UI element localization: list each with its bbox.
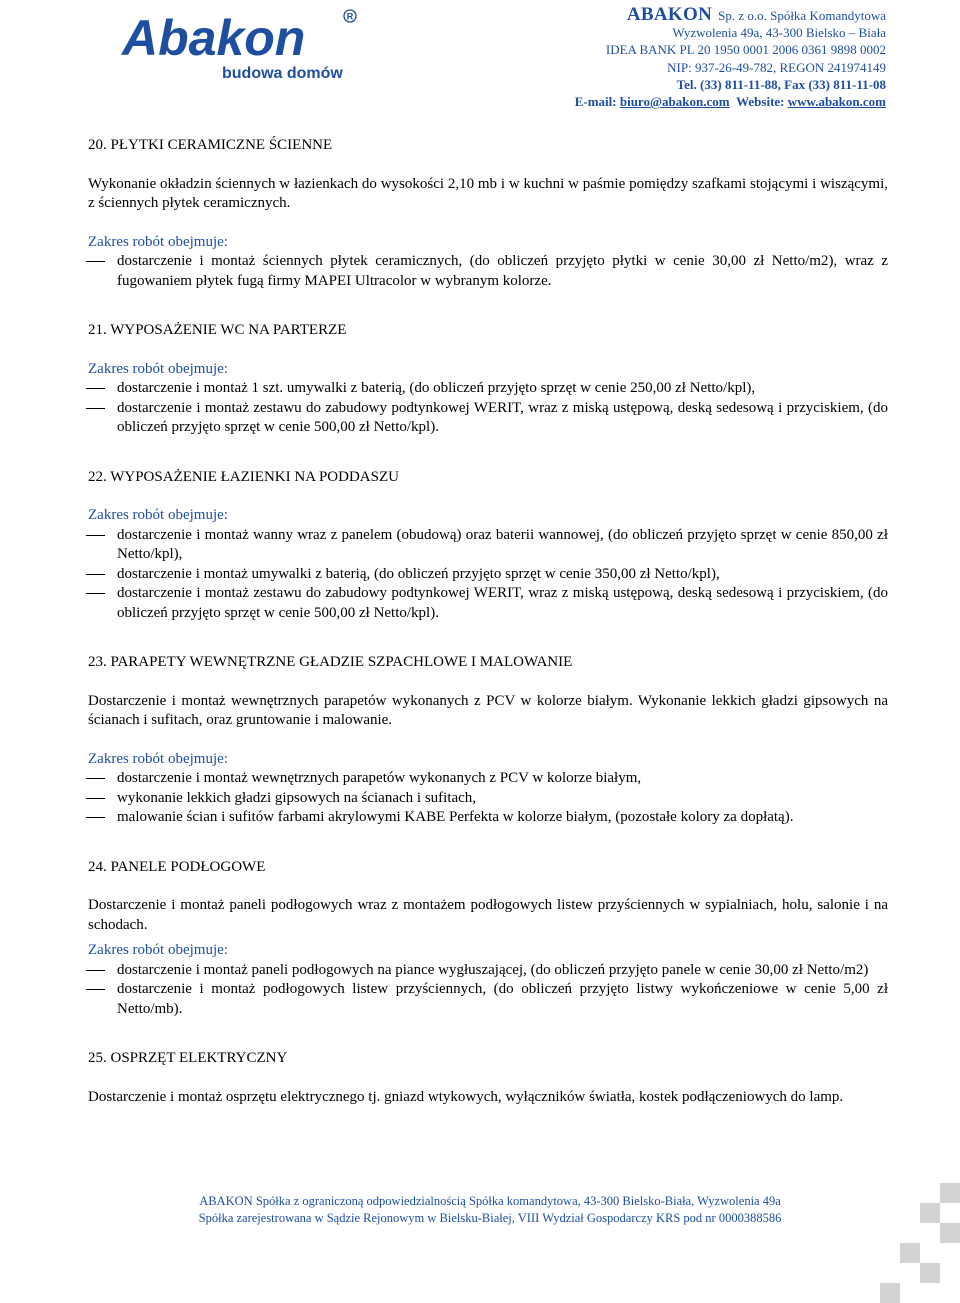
scope-item: dostarczenie i montaż ściennych płytek ceramicznych, (do obliczeń przyjęto płytki w cenie 30,00 zł Netto/m2), wraz z fugowaniem płytek fugą firmy MAPEI Ultracolor w wybranym kolorze. [88, 252, 888, 291]
section-heading: 25. OSPRZĘT ELEKTRYCZNY [88, 1050, 288, 1066]
scope-list [88, 526, 888, 624]
scope-list [88, 769, 888, 828]
email-link[interactable]: biuro@abakon.com [619, 94, 730, 110]
logo-wordmark: Abakon [122, 10, 306, 66]
section-heading: 20. PŁYTKI CERAMICZNE ŚCIENNE [88, 137, 333, 153]
section-intro: Dostarczenie i montaż wewnętrznych parapetów wykonanych z PCV w kolorze białym. Wykonanie lekkich gładzi gipsowych na ścianach i sufitach, oraz gruntowanie i malowanie. [88, 692, 888, 728]
scope-item: dostarczenie i montaż podłogowych listew przyściennych, (do obliczeń przyjęto listwy wykończeniowe w cenie 5,00 zł Netto/mb). [88, 980, 888, 1019]
company-info [456, 6, 886, 110]
svg-text:R: R [346, 11, 354, 22]
company-tax-ids: NIP: 937-26-49-782, REGON 241974149 [667, 59, 886, 75]
company-address: Wyzwolenia 49a, 43-300 Bielsko – Biała [672, 25, 886, 41]
scope-item: dostarczenie i montaż umywalki z baterią, (do obliczeń przyjęto sprzęt w cenie 350,00 zł Netto/kpl), [88, 565, 888, 585]
scope-label: Zakres robót obejmuje: [88, 360, 228, 377]
section-intro: Dostarczenie i montaż osprzętu elektrycznego tj. gniazd wtykowych, wyłączników światła, kostek podłączeniowych do lamp. [88, 1088, 844, 1105]
page-footer [140, 1193, 840, 1226]
scope-label: Zakres robót obejmuje: [88, 507, 228, 523]
footer-line-2: Spółka zarejestrowana w Sądzie Rejonowym w Bielsku-Białej, VIII Wydział Gospodarczy KRS pod nr 0000388586 [198, 1210, 782, 1225]
scope-label: Zakres robót obejmuje: [88, 942, 228, 958]
scope-item: dostarczenie i montaż wanny wraz z panelem (obudową) oraz baterii wannowej, (do obliczeń przyjęto sprzęt w cenie 850,00 zł Netto/kpl), [88, 526, 888, 565]
scope-list [88, 961, 888, 1020]
company-contact-line [456, 93, 886, 110]
scope-item: malowanie ścian i sufitów farbami akrylowymi KABE Perfekta w kolorze białym, (pozostałe kolory za dopłatą). [88, 808, 888, 828]
logo-tagline: budowa domów [222, 65, 343, 82]
section-heading: 21. WYPOSAŻENIE WC NA PARTERZE [88, 322, 347, 338]
section-intro: Wykonanie okładzin ściennych w łazienkach do wysokości 2,10 mb i w kuchni w paśmie pomiędzy szafkami stojącymi i wiszącymi, z ściennych płytek ceramicznych. [88, 175, 888, 211]
scope-item: dostarczenie i montaż wewnętrznych parapetów wykonanych z PCV w kolorze białym, [88, 769, 888, 789]
scope-list [88, 252, 888, 291]
email-label: E-mail: [574, 94, 617, 110]
company-legal-form: Sp. z o.o. Spółka Komandytowa [718, 8, 886, 23]
document-body [88, 136, 888, 1107]
section-heading: 22. WYPOSAŻENIE ŁAZIENKI NA PODDASZU [88, 468, 399, 485]
section-heading: 23. PARAPETY WEWNĘTRZNE GŁADZIE SZPACHLOWE I MALOWANIE [88, 654, 573, 670]
scope-label: Zakres robót obejmuje: [88, 233, 228, 250]
company-name: ABAKON [626, 4, 713, 25]
footer-line-1: ABAKON Spółka z ograniczoną odpowiedzialnością Spółka komandytowa, 43-300 Bielsko-Biała, Wyzwolenia 49a [199, 1194, 781, 1208]
company-name-line [456, 6, 886, 24]
scope-item: wykonanie lekkich gładzi gipsowych na ścianach i sufitach, [88, 789, 888, 809]
scope-item: dostarczenie i montaż zestawu do zabudowy podtynkowej WERIT, wraz z miską ustępową, deską sedesową i przyciskiem, (do obliczeń przyjęto sprzęt w cenie 500,00 zł Netto/kpl). [88, 399, 888, 438]
abakon-logo [96, 8, 376, 88]
corner-decoration [880, 1183, 960, 1303]
scope-list [88, 379, 888, 438]
section-intro: Dostarczenie i montaż paneli podłogowych wraz z montażem podłogowych listew przyściennych w sypialniach, holu, salonie i na schodach. [88, 897, 888, 933]
website-link[interactable]: www.abakon.com [787, 94, 886, 110]
website-label: Website: [736, 94, 785, 110]
scope-item: dostarczenie i montaż zestawu do zabudowy podtynkowej WERIT, wraz z miską ustępową, deską sedesową i przyciskiem, (do obliczeń przyjęto sprzęt w cenie 500,00 zł Netto/kpl). [88, 584, 888, 623]
scope-item: dostarczenie i montaż 1 szt. umywalki z baterią, (do obliczeń przyjęto sprzęt w cenie 250,00 zł Netto/kpl), [88, 379, 888, 399]
scope-item: dostarczenie i montaż paneli podłogowych na piance wygłuszającej, (do obliczeń przyjęto panele w cenie 30,00 zł Netto/m2) [88, 961, 888, 981]
company-bank-account: IDEA BANK PL 20 1950 0001 2006 0361 9898 0002 [605, 42, 886, 58]
section-heading: 24. PANELE PODŁOGOWE [88, 858, 266, 875]
company-phone: Tel. (33) 811-11-88, Fax (33) 811-11-08 [676, 76, 886, 92]
abakon-logo-graphic [96, 8, 376, 88]
scope-label: Zakres robót obejmuje: [88, 750, 228, 767]
